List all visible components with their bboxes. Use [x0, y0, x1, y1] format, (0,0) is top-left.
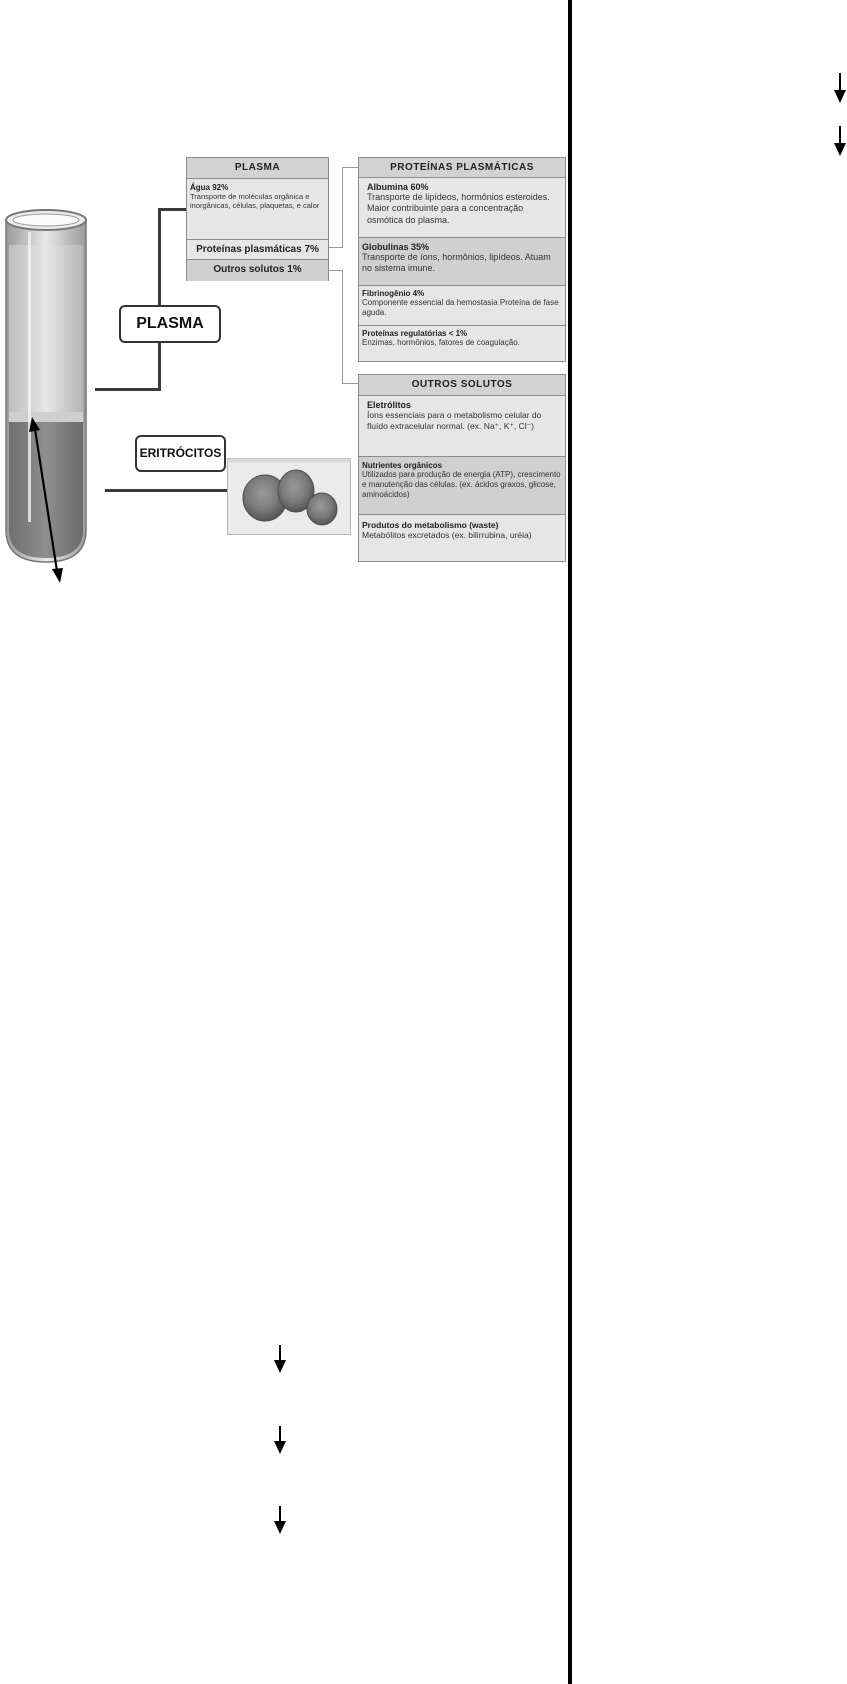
- down-arrow-icon: [273, 1505, 287, 1535]
- proteins-connector-h1: [329, 247, 342, 248]
- down-arrow-icon: [273, 1425, 287, 1455]
- protein-item-title: Globulinas 35%: [362, 242, 430, 252]
- plasma-connector-top: [158, 208, 186, 211]
- solute-item: [359, 457, 565, 515]
- page-divider: [568, 0, 572, 1684]
- plasma-box-title: PLASMA: [187, 158, 328, 179]
- proteins-connector-h2: [342, 167, 358, 168]
- plasma-proteins-cell: Proteínas plasmáticas 7%: [187, 240, 328, 260]
- plasma-solutes-cell: Outros solutos 1%: [187, 260, 328, 281]
- down-arrow-icon: [834, 72, 847, 104]
- plasma-water-cell: [187, 179, 328, 240]
- plasma-water-title: Água 92%: [190, 183, 229, 192]
- plasma-water-desc: Transporte de moléculas orgânica e inorgânicas, células, plaquetas, e calor: [190, 192, 320, 211]
- erythrocytes-label: ERITRÓCITOS: [135, 435, 226, 472]
- solutes-connector-h1: [329, 270, 342, 271]
- plasma-box: [186, 157, 329, 281]
- solute-item: [359, 396, 565, 457]
- erythrocyte-connector: [105, 489, 228, 492]
- protein-item: [359, 326, 565, 362]
- erythrocytes-image: [227, 458, 351, 535]
- solute-item-title: Produtos do metabolismo (waste): [362, 520, 499, 530]
- protein-item-title: Albumina 60%: [367, 182, 429, 192]
- protein-item: [359, 178, 565, 238]
- solute-item-title: Nutrientes orgânicos: [362, 461, 443, 470]
- proteins-connector-v: [342, 167, 343, 248]
- solutes-connector-v: [342, 270, 343, 383]
- solutes-box-title: OUTROS SOLUTOS: [359, 375, 565, 396]
- plasma-label: PLASMA: [119, 305, 221, 343]
- proteins-box-title: PROTEÍNAS PLASMÁTICAS: [359, 158, 565, 178]
- down-arrow-icon: [834, 125, 847, 157]
- solute-item-desc: Íons essenciais para o metabolismo celular do fluído extracelular normal. (ex. Na⁺, K⁺, Cl⁻): [367, 410, 542, 431]
- down-arrow-icon: [273, 1344, 287, 1374]
- double-arrow-icon: [26, 415, 66, 585]
- protein-item-desc: Transporte de lipídeos, hormônios esteroides. Maior contribuinte para a concentração osmótica do plasma.: [367, 192, 550, 225]
- protein-item-title: Fibrinogênio 4%: [362, 289, 425, 298]
- solute-item: [359, 515, 565, 562]
- plasma-proteins-box: [358, 157, 566, 362]
- protein-item: [359, 286, 565, 326]
- protein-item-desc: Enzimas, hormônios, fatores de coagulação.: [362, 338, 520, 347]
- solute-item-desc: Utilizados para produção de energia (ATP), crescimento e manutenção das células. (ex. ácidos graxos, glicose, aminoácidos): [362, 470, 561, 499]
- solute-item-desc: Metabólitos excretados (ex. bilirrubina, uréia): [362, 530, 532, 540]
- plasma-connector-horizontal: [95, 388, 161, 391]
- solutes-connector-h2: [342, 383, 358, 384]
- protein-item-desc: Componente essencial da hemostasia Proteína de fase aguda.: [362, 298, 559, 317]
- protein-item-desc: Transporte de íons, hormônios, lipídeos. Atuam no sistema imune.: [362, 252, 551, 274]
- plasma-connector-vertical: [158, 208, 161, 391]
- solute-item-title: Eletrólitos: [367, 400, 412, 410]
- other-solutes-box: [358, 374, 566, 562]
- protein-item: [359, 238, 565, 286]
- protein-item-title: Proteínas regulatórias < 1%: [362, 329, 468, 338]
